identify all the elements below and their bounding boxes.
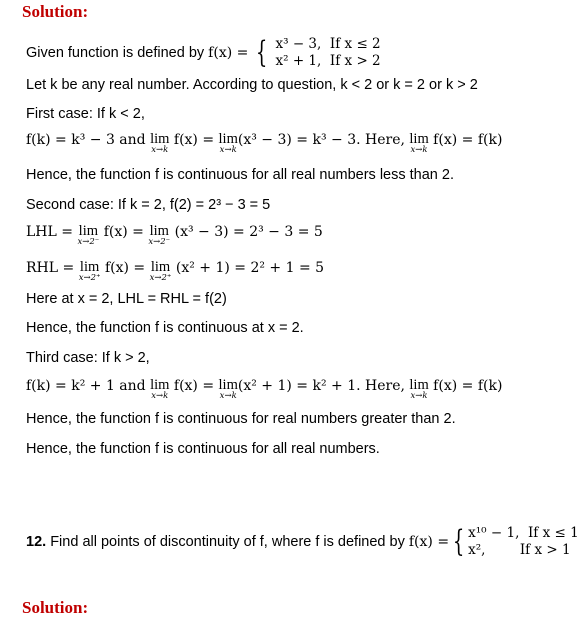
- solution-heading: Solution:: [22, 2, 89, 21]
- third-case-limit-line: f(k) = k² + 1 and lim x→k f(x) = lim x→k (x² + 1) = k² + 1. Here, lim x→k f(x) = f(k): [26, 377, 503, 401]
- solution-heading-2: Solution:: [22, 598, 89, 617]
- question-12: 12. Find all points of discontinuity of f, where f is defined by f(x) = { x¹⁰ − 1, If x ≤ 1 x², If x > 1: [26, 524, 579, 559]
- piecewise-cases: x³ − 3, If x ≤ 2 x² + 1, If x > 2: [275, 36, 381, 69]
- piecewise-cases: x¹⁰ − 1, If x ≤ 1 x², If x > 1: [468, 525, 579, 558]
- lhl-line: LHL = lim x→2⁻ f(x) = lim x→2⁻ (x³ − 3) = 2³ − 3 = 5: [26, 223, 323, 247]
- first-case-limit-line: f(k) = k³ − 3 and lim x→k f(x) = lim x→k (x³ − 3) = k³ − 3. Here, lim x→k f(x) = f(k): [26, 131, 503, 155]
- hence-greater-line: Hence, the function f is continuous for real numbers greater than 2.: [26, 411, 456, 427]
- hence-at-two-line: Hence, the function f is continuous at x = 2.: [26, 320, 304, 336]
- question-number: 12.: [26, 534, 47, 550]
- hence-all-line: Hence, the function f is continuous for all real numbers.: [26, 441, 380, 457]
- first-case-line: First case: If k < 2,: [26, 106, 145, 122]
- here-at-line: Here at x = 2, LHL = RHL = f(2): [26, 291, 227, 307]
- third-case-line: Third case: If k > 2,: [26, 350, 150, 366]
- let-k-line: Let k be any real number. According to question, k < 2 or k = 2 or k > 2: [26, 77, 478, 93]
- given-function-line: Given function is defined by f(x) = { x³ − 3, If x ≤ 2 x² + 1, If x > 2: [26, 35, 381, 70]
- piecewise-brace: {: [256, 35, 268, 70]
- rhl-line: RHL = lim x→2⁺ f(x) = lim x→2⁺ (x² + 1) = 2² + 1 = 5: [26, 259, 325, 283]
- piecewise-brace: {: [452, 524, 465, 559]
- hence-less-line: Hence, the function f is continuous for all real numbers less than 2.: [26, 167, 454, 183]
- second-case-line: Second case: If k = 2, f(2) = 2³ − 3 = 5: [26, 197, 271, 213]
